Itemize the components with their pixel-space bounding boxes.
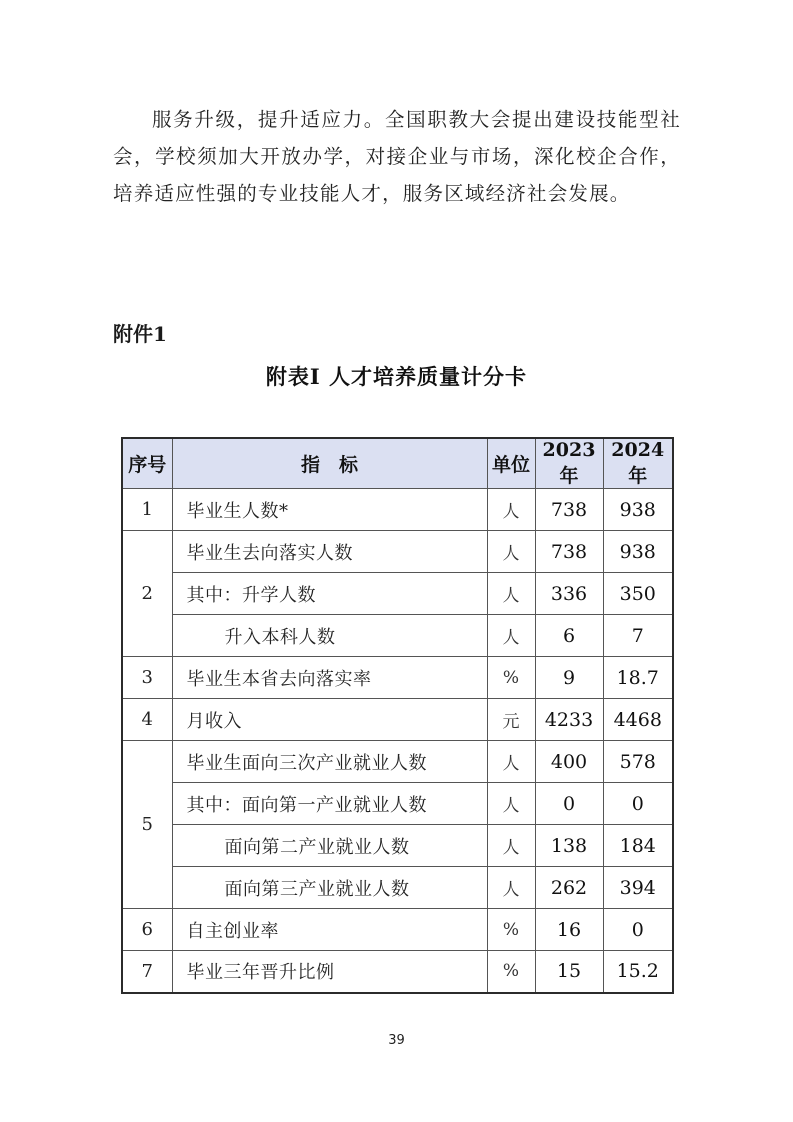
row-indicator: 毕业三年晋升比例 (172, 951, 487, 993)
row-2023: 6 (535, 615, 603, 657)
row-unit: 人 (487, 615, 535, 657)
row-2024: 18.7 (603, 657, 673, 699)
row-2024: 0 (603, 909, 673, 951)
row-indicator: 升入本科人数 (172, 615, 487, 657)
row-2023: 4233 (535, 699, 603, 741)
row-2023: 138 (535, 825, 603, 867)
table-row (122, 783, 673, 825)
row-2023: 262 (535, 867, 603, 909)
quality-score-table (121, 437, 674, 994)
row-no: 2 (122, 531, 172, 657)
row-2023: 738 (535, 531, 603, 573)
row-2023: 9 (535, 657, 603, 699)
table-row (122, 699, 673, 741)
table-row (122, 489, 673, 531)
table-row (122, 909, 673, 951)
row-unit: 人 (487, 573, 535, 615)
header-2023: 2023年 (535, 438, 603, 489)
row-no: 7 (122, 951, 172, 993)
row-indicator: 面向第二产业就业人数 (172, 825, 487, 867)
row-no: 6 (122, 909, 172, 951)
row-indicator: 自主创业率 (172, 909, 487, 951)
row-2024: 4468 (603, 699, 673, 741)
row-2023: 16 (535, 909, 603, 951)
row-indicator: 面向第三产业就业人数 (172, 867, 487, 909)
table-row (122, 741, 673, 783)
header-seq: 序号 (122, 438, 172, 489)
row-unit: 人 (487, 867, 535, 909)
row-indicator: 月收入 (172, 699, 487, 741)
header-indicator: 指 标 (172, 438, 487, 489)
row-indicator: 毕业生去向落实人数 (172, 531, 487, 573)
table-row (122, 615, 673, 657)
row-indicator: 毕业生人数* (172, 489, 487, 531)
row-2024: 7 (603, 615, 673, 657)
row-2023: 0 (535, 783, 603, 825)
table-row (122, 531, 673, 573)
table-row (122, 657, 673, 699)
row-2024: 938 (603, 489, 673, 531)
table-row (122, 573, 673, 615)
row-2024: 938 (603, 531, 673, 573)
table-row (122, 951, 673, 993)
table-row (122, 867, 673, 909)
row-2024: 0 (603, 783, 673, 825)
row-indicator: 其中：升学人数 (172, 573, 487, 615)
attachment-label: 附件1 (113, 322, 167, 346)
row-unit: % (487, 909, 535, 951)
page-number: 39 (388, 1033, 405, 1048)
row-2024: 15.2 (603, 951, 673, 993)
row-no: 4 (122, 699, 172, 741)
row-2024: 350 (603, 573, 673, 615)
row-unit: 人 (487, 783, 535, 825)
row-indicator: 毕业生本省去向落实率 (172, 657, 487, 699)
row-no: 3 (122, 657, 172, 699)
row-unit: 元 (487, 699, 535, 741)
row-unit: 人 (487, 531, 535, 573)
header-unit: 单位 (487, 438, 535, 489)
table-row (122, 825, 673, 867)
row-2023: 400 (535, 741, 603, 783)
row-unit: 人 (487, 741, 535, 783)
row-unit: % (487, 657, 535, 699)
row-2024: 394 (603, 867, 673, 909)
table-title: 附表Ⅰ 人才培养质量计分卡 (265, 364, 528, 389)
row-unit: % (487, 951, 535, 993)
header-2024: 2024年 (603, 438, 673, 489)
row-2024: 184 (603, 825, 673, 867)
table-header-row (122, 438, 673, 489)
body-paragraph: 服务升级，提升适应力。全国职教大会提出建设技能型社会，学校须加大开放办学，对接企业与市场，深化校企合作，培养适应性强的专业技能人才，服务区域经济社会发展。 (113, 108, 681, 205)
row-unit: 人 (487, 825, 535, 867)
row-indicator: 其中：面向第一产业就业人数 (172, 783, 487, 825)
row-2023: 336 (535, 573, 603, 615)
row-unit: 人 (487, 489, 535, 531)
row-2023: 15 (535, 951, 603, 993)
row-2023: 738 (535, 489, 603, 531)
row-no: 1 (122, 489, 172, 531)
row-2024: 578 (603, 741, 673, 783)
row-indicator: 毕业生面向三次产业就业人数 (172, 741, 487, 783)
row-no: 5 (122, 741, 172, 909)
